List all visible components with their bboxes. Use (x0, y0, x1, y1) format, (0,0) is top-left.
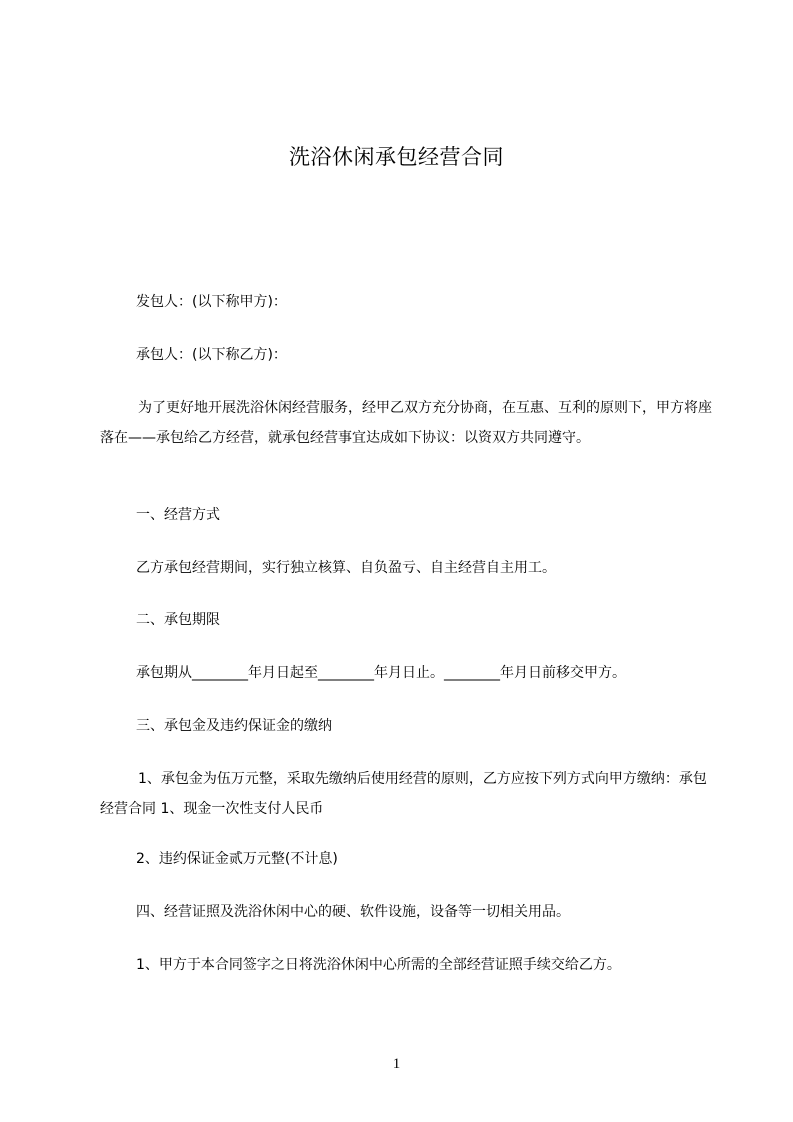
page-number: 1 (392, 1056, 401, 1072)
section-1-heading: 一、经营方式 (136, 507, 220, 523)
section-3-item-1: 1、承包金为伍万元整，采取先缴纳后使用经营的原则，乙方应按下列方式向甲方缴纳：承包经营合同 1、现金一次性支付人民币 (100, 771, 707, 817)
section-3-heading: 三、承包金及违约保证金的缴纳 (136, 718, 332, 734)
party-b-line: 承包人：(以下称乙方)： (136, 347, 287, 363)
preamble-paragraph: 为了更好地开展洗浴休闲经营服务，经甲乙双方充分协商，在互惠、互利的原则下，甲方将座落在——承包给乙方经营，就承包经营事宜达成如下协议：以资双方共同遵守。 (100, 400, 712, 446)
section-1-body: 乙方承包经营期间，实行独立核算、自负盈亏、自主经营自主用工。 (136, 560, 556, 576)
document-title: 洗浴休闲承包经营合同 (289, 145, 504, 169)
section-4-item-1: 1、甲方于本合同签字之日将洗浴休闲中心所需的全部经营证照手续交给乙方。 (136, 957, 621, 973)
party-a-line: 发包人：(以下称甲方)： (136, 294, 287, 310)
section-2-heading: 二、承包期限 (136, 612, 220, 628)
section-3-item-2: 2、违约保证金贰万元整(不计息) (136, 851, 338, 867)
section-4-heading: 四、经营证照及洗浴休闲中心的硬、软件设施，设备等一切相关用品。 (136, 904, 570, 920)
section-2-body: 承包期从________年月日起至________年月日止。________年月日前移交甲方。 (136, 665, 626, 681)
